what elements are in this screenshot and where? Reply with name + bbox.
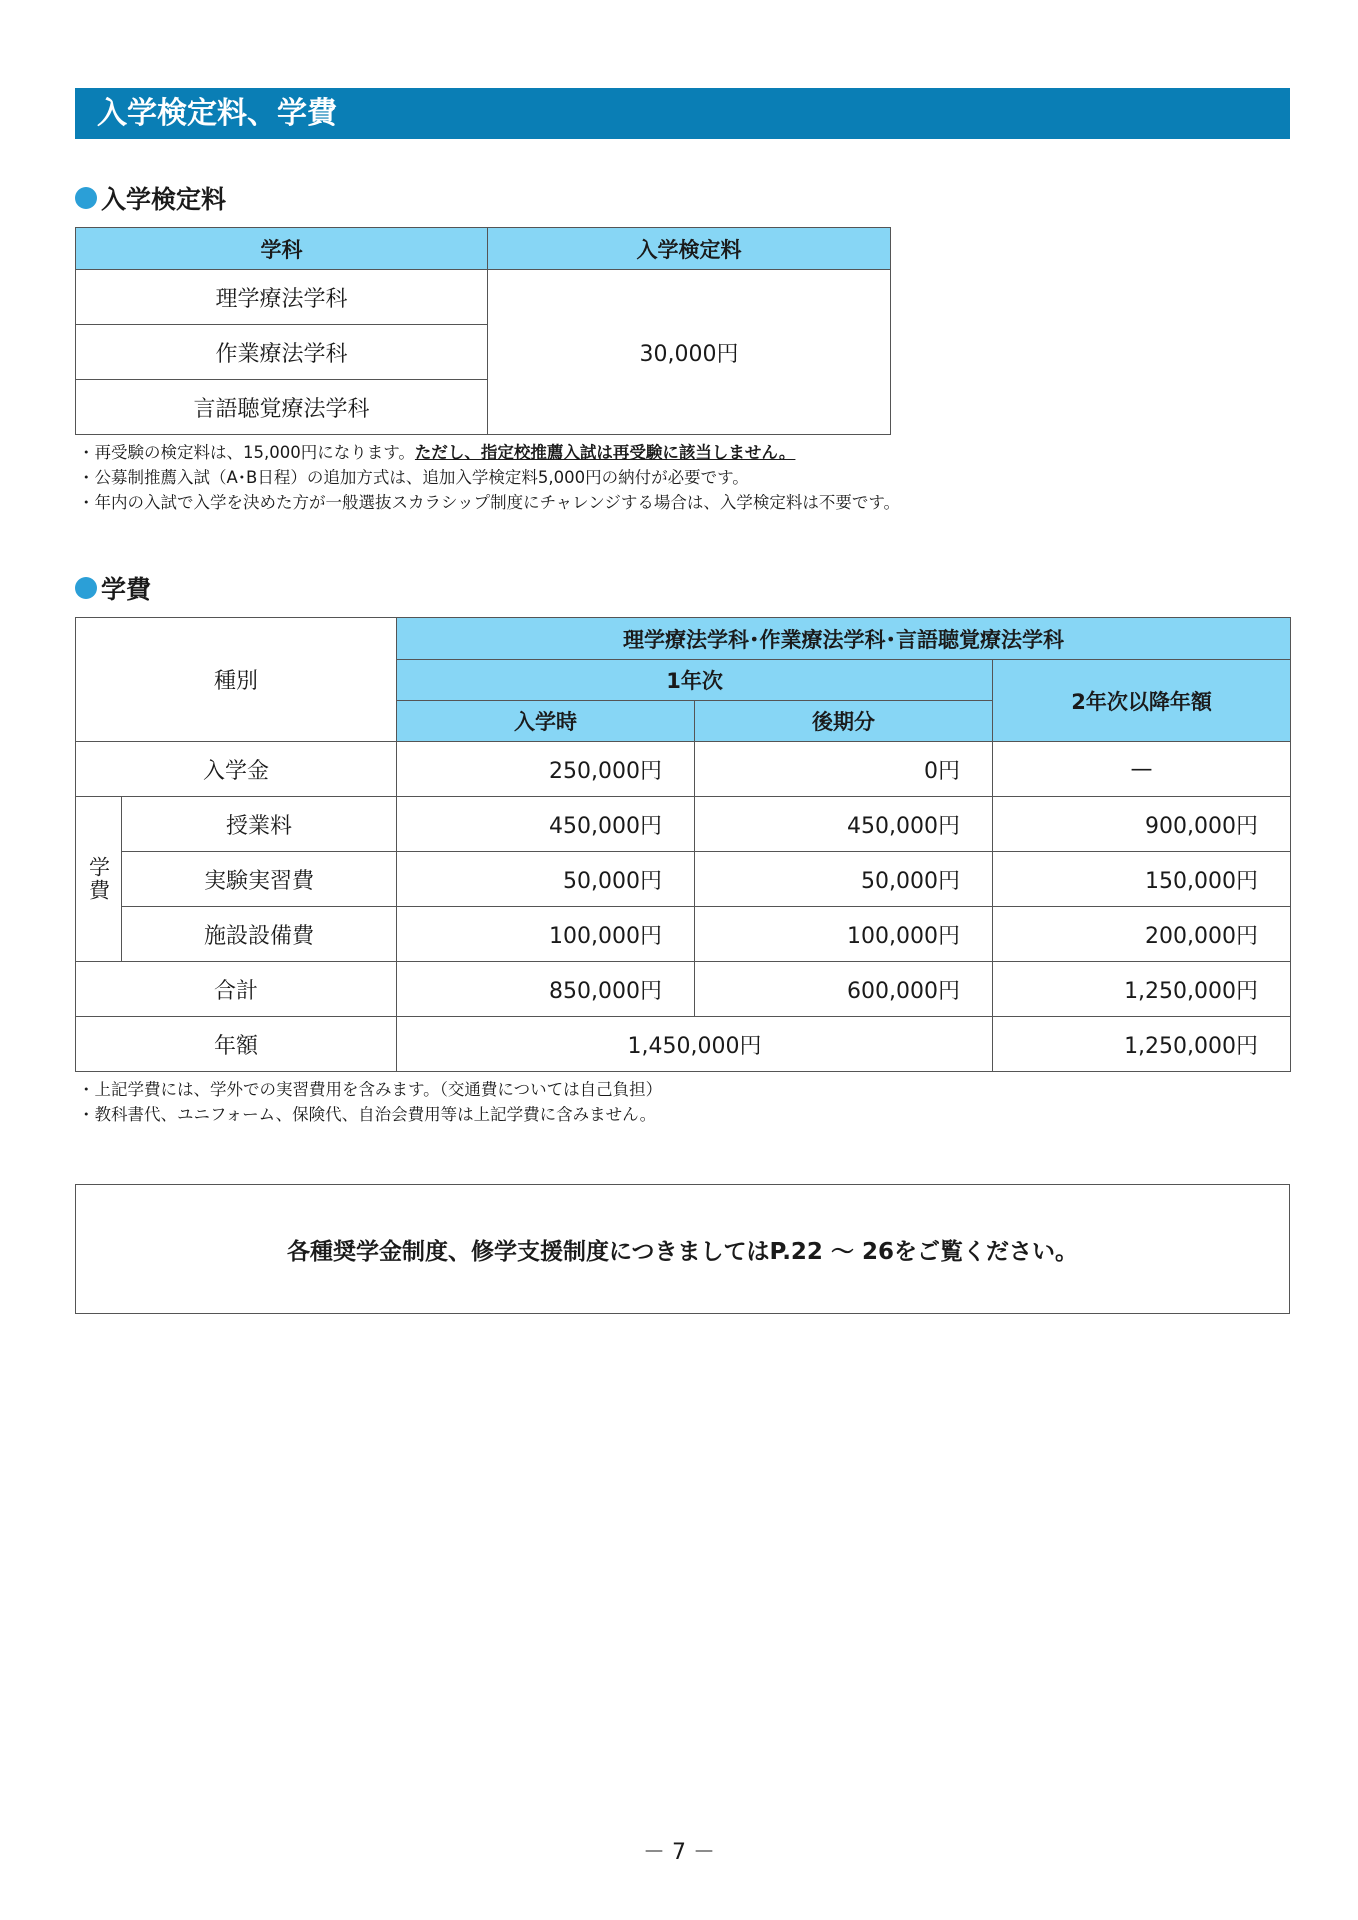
note-line [78,440,900,465]
table-row [76,1017,1291,1072]
value-cell: 450,000円 [397,797,695,852]
tuition-heading-text: 学費 [101,575,152,604]
bullet-dot-icon [75,187,97,209]
header-year2-onward: 2年次以降年額 [993,660,1291,742]
header-admission: 入学時 [397,701,695,742]
header-exam-fee: 入学検定料 [488,228,891,270]
exam-fee-heading-text: 入学検定料 [101,185,227,214]
row-label: 施設設備費 [122,907,397,962]
note-text: ・再受験の検定料は、15,000円になります。 [78,443,415,462]
value-cell: 900,000円 [993,797,1291,852]
note-line: ・年内の入試で入学を決めた方が一般選抜スカラシップ制度にチャレンジする場合は、入学検定料は不要です。 [78,493,901,512]
value-cell: 50,000円 [397,852,695,907]
info-box-text: 各種奨学金制度、修学支援制度につきましてはP.22 ～ 26をご覧ください。 [287,1238,1078,1265]
value-cell: 50,000円 [695,852,993,907]
note-line: ・教科書代、ユニフォーム、保険代、自治会費用等は上記学費に含みません。 [78,1105,657,1124]
bullet-dot-icon [75,577,97,599]
tuition-heading [75,570,151,606]
row-label: 合計 [76,962,397,1017]
dept-cell: 作業療法学科 [76,325,488,380]
header-type: 種別 [76,618,397,742]
value-cell: 850,000円 [397,962,695,1017]
table-row [76,907,1291,962]
group-label: 学費 [86,856,111,902]
row-label: 実験実習費 [122,852,397,907]
value-cell: 100,000円 [397,907,695,962]
dept-cell: 言語聴覚療法学科 [76,380,488,435]
value-cell: — [993,742,1291,797]
value-cell: 100,000円 [695,907,993,962]
note-line: ・上記学費には、学外での実習費用を含みます。（交通費については自己負担） [78,1080,663,1099]
value-cell: 200,000円 [993,907,1291,962]
tuition-notes [78,1077,662,1127]
value-cell: 0円 [695,742,993,797]
value-cell: 250,000円 [397,742,695,797]
exam-fee-table [75,227,891,435]
exam-fee-heading [75,180,226,216]
exam-fee-notes [78,440,900,515]
header-second-half: 後期分 [695,701,993,742]
row-label: 年額 [76,1017,397,1072]
group-label-cell [76,797,122,962]
note-line: ・公募制推薦入試（A･B日程）の追加方式は、追加入学検定料5,000円の納付が必要です。 [78,468,749,487]
exam-fee-value: 30,000円 [488,270,891,435]
row-label: 授業料 [122,797,397,852]
info-box [75,1184,1290,1314]
header-dept: 学科 [76,228,488,270]
value-cell: 450,000円 [695,797,993,852]
dept-cell: 理学療法学科 [76,270,488,325]
page-number: － 7 － [643,1840,715,1865]
value-cell: 1,250,000円 [993,962,1291,1017]
value-cell: 1,250,000円 [993,1017,1291,1072]
row-label: 入学金 [76,742,397,797]
table-row [76,742,1291,797]
value-cell: 1,450,000円 [397,1017,993,1072]
table-row [76,852,1291,907]
note-emphasis: ただし、指定校推薦入試は再受験に該当しません。 [414,443,796,462]
tuition-table [75,617,1291,1072]
header-departments: 理学療法学科･作業療法学科･言語聴覚療法学科 [397,618,1291,660]
table-row [76,797,1291,852]
table-row [76,962,1291,1017]
value-cell: 150,000円 [993,852,1291,907]
header-year1: 1年次 [397,660,993,701]
value-cell: 600,000円 [695,962,993,1017]
section-banner: 入学検定料、学費 [75,88,1290,139]
